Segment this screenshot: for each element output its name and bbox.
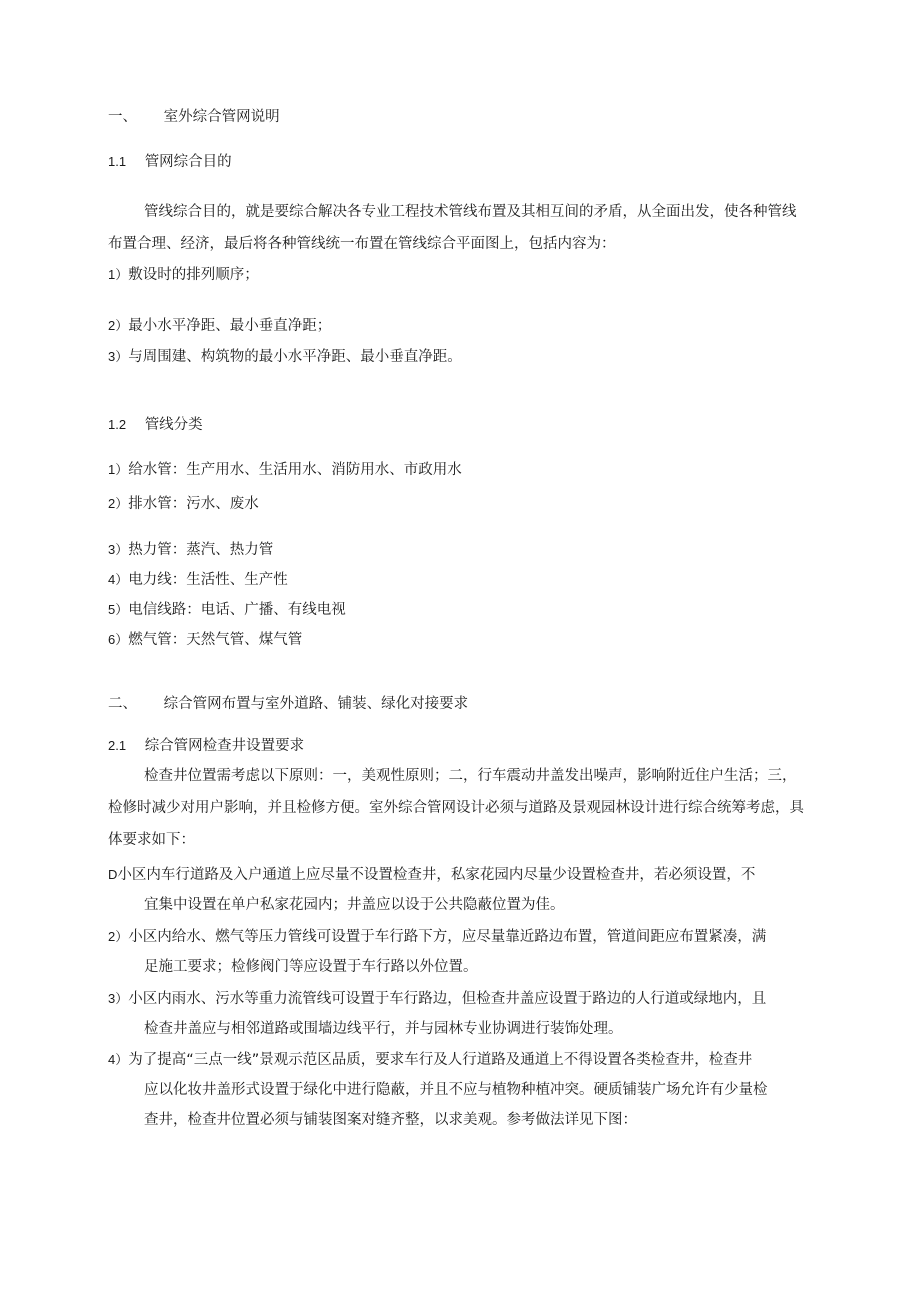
list-item: 2）最小水平净距、最小垂直净距； [108, 318, 332, 334]
section-2-title: 综合管网布置与室外道路、铺装、绿化对接要求 [163, 696, 469, 712]
subsection-1-2-title: 管线分类 [144, 417, 203, 433]
list-item: 6）燃气管：天然气管、煤气管 [108, 632, 303, 648]
subsection-1-1-paragraph: 管线综合目的，就是要综合解决各专业工程技术管线布置及其相互间的矛盾，从全面出发，使各种管线布置合理、经济，最后将各种管线统一布置在管线综合平面图上，包括内容为： [108, 204, 797, 252]
subsection-1-1-number: 1.1 [108, 154, 127, 169]
list-item: 1）敷设时的排列顺序； [108, 267, 259, 283]
subsection-2-1-number: 2.1 [108, 738, 127, 753]
list-item: 1）给水管：生产用水、生活用水、消防用水、市政用水 [108, 462, 462, 478]
subsection-1-2-number: 1.2 [108, 417, 127, 432]
subsection-1-1-title: 管网综合目的 [144, 154, 232, 170]
list-item: 5）电信线路：电话、广播、有线电视 [108, 602, 346, 618]
list-item: 3）与周围建、构筑物的最小水平净距、最小垂直净距。 [108, 349, 462, 365]
section-1-heading [108, 107, 280, 127]
subsection-2-1-title: 综合管网检查井设置要求 [144, 738, 305, 754]
subsection-2-1-paragraph: 检查井位置需考虑以下原则：一，美观性原则；二，行车震动井盖发出噪声，影响附近住户生活；三，检修时减少对用户影响，并且检修方便。室外综合管网设计必须与道路及景观园林设计进行综合统筹考虑，具体要求如下： [108, 768, 804, 848]
section-2-number: 二、 [108, 696, 137, 712]
list-item: 2）排水管：污水、废水 [108, 496, 259, 512]
list-item: 2）小区内给水、燃气等压力管线可设置于车行路下方，应尽量靠近路边布置，管道间距应布置紧凑，满 足施工要求；检修阀门等应设置于车行路以外位置。 [108, 929, 767, 975]
list-item: 3）热力管：蒸汽、热力管 [108, 542, 274, 558]
section-2-heading [108, 694, 468, 714]
list-item: 4）电力线：生活性、生产性 [108, 572, 288, 588]
subsection-2-1-heading [108, 736, 304, 756]
list-item: 3）小区内雨水、污水等重力流管线可设置于车行路边，但检查井盖应设置于路边的人行道或绿地内，且 检查井盖应与相邻道路或围墙边线平行，并与园林专业协调进行装饰处理。 [108, 991, 767, 1037]
subsection-1-2-heading [108, 415, 203, 435]
section-1-title: 室外综合管网说明 [163, 109, 280, 125]
subsection-1-1-heading [108, 152, 232, 172]
section-1-number: 一、 [108, 109, 137, 125]
list-item: 4）为了提高“三点一线”景观示范区品质，要求车行及人行道路及通道上不得设置各类检查井，检查井 应以化妆井盖形式设置于绿化中进行隐蔽，并且不应与植物种植冲突。硬质铺装广场允许有少量检 查井，检查井位置必须与铺装图案对缝齐整，以求美观。参考做法详见下图： [108, 1052, 768, 1128]
list-item: D小区内车行道路及入户通道上应尽量不设置检查井，私家花园内尽量少设置检查井，若必须设置，不 宜集中设置在单户私家花园内；井盖应以设于公共隐蔽位置为佳。 [108, 867, 756, 913]
